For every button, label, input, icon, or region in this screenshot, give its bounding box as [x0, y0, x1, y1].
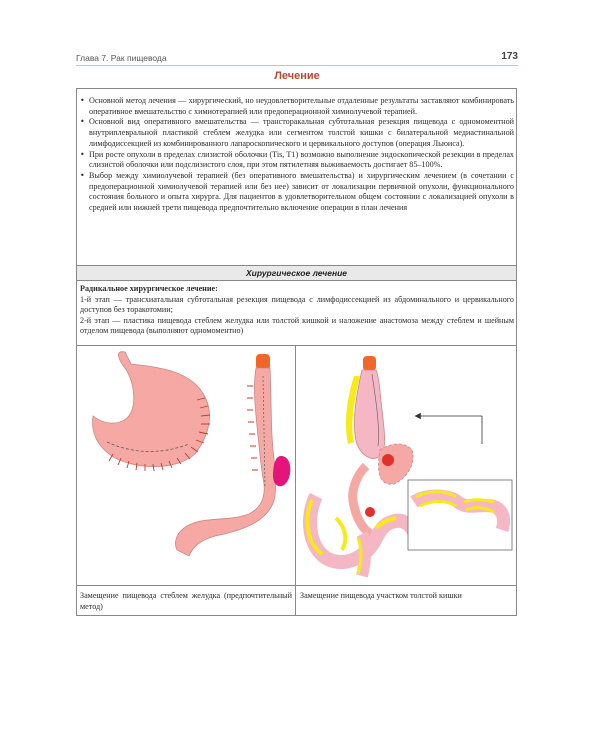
chapter-title: Глава 7. Рак пищевода: [76, 53, 167, 63]
section-heading: Лечение: [274, 70, 320, 82]
page-header: [76, 51, 518, 65]
caption-left: Замещение пищевода стеблем желудка (предпочтительный метод): [80, 591, 292, 611]
tumor-shape: [382, 454, 394, 466]
table-divider: [76, 280, 517, 281]
surgery-description: [80, 284, 514, 337]
table-divider: [76, 585, 517, 586]
colon-graft-illustration: [346, 356, 413, 536]
bullet-item: • Основной метод лечения — хирургический, но неудовлетворительные отдаленные результаты заставляют комбинировать оперативное вмешательство с химиотерапией или предоперационной химиолучевой терапией.: [80, 96, 514, 117]
gastric-tube-illustration: [77, 346, 295, 585]
spleen-shape: [273, 456, 290, 486]
bullet-list: [80, 96, 514, 214]
surgery-heading: Радикальное хирургическое лечение:: [80, 284, 218, 293]
colon-interposition-illustration: [296, 346, 516, 585]
bullet-item: • При росте опухоли в пределах слизистой оболочки (Tis, T1) возможно выполнение эндоскопической резекции в пределах слизистой оболочки или подслизистого слоя, при этом пятилетняя выживаемость достигает 85–100%.: [80, 150, 514, 171]
caption-right: Замещение пищевода участком толстой кишки: [300, 591, 462, 600]
bullet-item: • Выбор между химиолучевой терапией (без оперативного вмешательства) и хирургическим лечением (в сочетании с предоперационной химиолучевой терапией или без нее) зависит от локализации первичной опухоли, функционального состояния больного и опыта хирурга. Для пациентов в удовлетворительном общем состоянии с локализацией опухоли в средней или нижней трети пищевода предпочтительно включение операции в план лечения: [80, 171, 514, 214]
surgery-stage-1: 1-й этап — трансхиатальная субтотальная резекция пищевода с лимфодиссекцией из абдоминального и цервикального доступов без торакотомии;: [80, 294, 514, 314]
colon-illustration: [307, 496, 414, 576]
stomach-before-illustration: [93, 352, 210, 471]
bullet-item: • Основной вид оперативного вмешательства — трансторакальная субтотальная резекция пищевода с одномоментной внутриплевральной пластикой стеблем желудка или сегментом толстой кишки с билатеральной медиастинальной лимфодиссекцией из комбинированного лапароскопического и цервикального доступов (операция Льюиса).: [80, 117, 514, 149]
neck-anastomosis: [363, 356, 376, 371]
header-divider: [76, 65, 518, 66]
surgery-stage-2: 2-й этап — пластика пищевода стеблем желудка или толстой кишкой и наложение анастомоза между стеблем и шейным отделом пищевода (выполняют одномоментно): [80, 315, 514, 335]
surgery-section-title: Хирургическое лечение: [77, 266, 516, 280]
anastomosis-point: [365, 507, 375, 517]
page-number: 173: [501, 51, 518, 62]
